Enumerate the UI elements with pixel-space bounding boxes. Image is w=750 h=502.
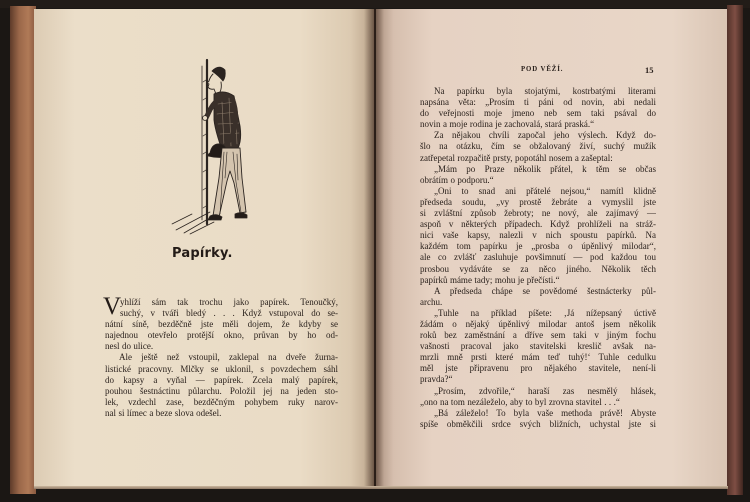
text-line: mrzli mně prsti které mám teď tuhý!‘ Tuhle cedulku — [420, 352, 656, 363]
text-line: papírků máme tady; mohu je přečísti.“ — [420, 274, 560, 285]
running-head: POD VĚŽÍ. — [521, 66, 564, 73]
text-line: „Tuhle na příklad píšete: ‚Já nížepsaný úctivě — [434, 307, 656, 318]
drop-cap-initial: V — [103, 293, 122, 320]
text-line: každém tom papírku je „prosba o úpěnlivý milodar“, — [420, 241, 656, 252]
text-line: najednou otevřelo protější okno, průvan by ho od- — [105, 330, 338, 341]
text-line: do kapsy a vyňal — papírek. Zcela malý papírek, — [105, 374, 338, 385]
text-line: novin a moje rodina je zachovalá, stará praská.“ — [420, 119, 595, 130]
paragraph — [105, 352, 338, 419]
text-line: archu. — [420, 296, 443, 307]
text-line: do veřejnosti moje jmeno neb sem taki psával do — [420, 108, 656, 119]
text-line: žádám o nějaký úpěnlivý milodar antoš jsem několik — [420, 318, 656, 329]
book-gutter — [364, 9, 384, 487]
text-line: nal si límec a beze slova odešel. — [105, 407, 222, 418]
text-line: Na papírku byla stojatými, kostrbatými literami — [434, 86, 656, 96]
paragraph — [105, 297, 338, 352]
right-cover-edge — [727, 5, 743, 495]
paragraph — [420, 86, 656, 130]
paragraph — [420, 386, 656, 408]
page-stack-edge — [34, 486, 728, 489]
text-line: měl jste připravenu pro nějakého stavitele, není-li — [420, 363, 656, 374]
text-line: „Bá záleželo! To byla vaše methoda právě! Abyste — [434, 407, 656, 418]
text-line: Ale ještě než vstoupil, zaklepal na dveře žurna- — [119, 352, 338, 363]
figure-trousers — [213, 148, 246, 217]
figure-head — [207, 67, 225, 94]
text-line: ale co zvlášť zasluhuje povšimnutí — pod každou tou — [420, 252, 656, 263]
text-line: pouhou šestnáctinu půlarchu. Položil jej na jeden sto- — [105, 385, 338, 396]
text-line: obrátím o podporu.“ — [420, 174, 494, 185]
text-line: nesl do ulice. — [105, 341, 154, 352]
text-line: Za nějakou chvíli započal jeho výslech. Když do- — [434, 130, 656, 141]
left-page-text — [105, 297, 338, 419]
text-line: lek, vzdechl zase, bezděčným pohybem ruky narov- — [105, 396, 338, 407]
paragraph — [420, 186, 656, 286]
text-line: yhlíží sám tak trochu jako papírek. Tenoučký, — [120, 297, 338, 307]
text-line: vašnosti pracoval jako stavitelski kreslič avšak na- — [420, 341, 656, 352]
right-page-text — [420, 86, 656, 430]
text-line: aspoň v některých případech. Když prohlíželi na stráž- — [420, 219, 656, 230]
chapter-title: Papírky. — [172, 246, 233, 261]
text-line: „Oni to snad ani přátelé nejsou,“ namítl klidně — [434, 185, 656, 196]
top-shadow-band — [0, 0, 750, 8]
text-line: pravda?“ — [420, 374, 453, 385]
text-line: „Mám po Praze několik přátel, k těm se občas — [434, 163, 656, 174]
text-line: napsána věta: „Prosím ti páni od novin, abi nedali — [420, 97, 656, 108]
text-line: si zvláštní způsob žebroty; ne nový, ale zajímavý — — [420, 208, 656, 219]
page-number: 15 — [645, 65, 654, 75]
text-line: roků bez zaměstnání a dříve sem taki v jiným fochu — [420, 330, 656, 341]
text-line: předseda soudu, „vy prostě žebráte a vymyslil jste — [420, 196, 656, 207]
paragraph — [420, 130, 656, 163]
left-cover-edge — [10, 6, 36, 494]
text-line: spíše obměkčili srdce svých bližních, uchystal jste si — [420, 418, 656, 429]
text-line: „Prosím, zdvořile,“ haraší zas nesmělý hlásek, — [434, 385, 656, 396]
man-knocking-at-door-illustration — [170, 52, 280, 236]
text-line: „ono na tom nezáleželo, aby to byl zrovna stavitel . . .“ — [420, 396, 620, 407]
paragraph — [420, 286, 656, 308]
door-frame — [202, 60, 207, 224]
text-line: listické pracovny. Mlčky se uklonil, s povzdechem sáhl — [105, 363, 338, 374]
text-line: nátní síně, bezděčně jste měli dojem, že kdyby se — [105, 319, 338, 330]
text-line: suchý, v tváři bledý . . . Když vstupoval do se- — [120, 308, 338, 319]
text-line: šlo na otázku, čím se obžalovaný živí, suchý mužík — [420, 141, 656, 152]
text-line: nici vaše kapsy, nalezli v nich spoustu papírků. Na — [420, 230, 656, 241]
text-line: zatřepetal rozpačitě prsty, popotáhl nosem a zašeptal: — [420, 152, 613, 163]
paragraph — [420, 408, 656, 430]
text-line: prosbou vydáváte se za něco jiného. Několik těch — [420, 263, 656, 274]
text-line: A předseda chápe se povědomé šestnácterky půl- — [434, 285, 656, 296]
paragraph — [420, 308, 656, 386]
paragraph — [420, 164, 656, 186]
